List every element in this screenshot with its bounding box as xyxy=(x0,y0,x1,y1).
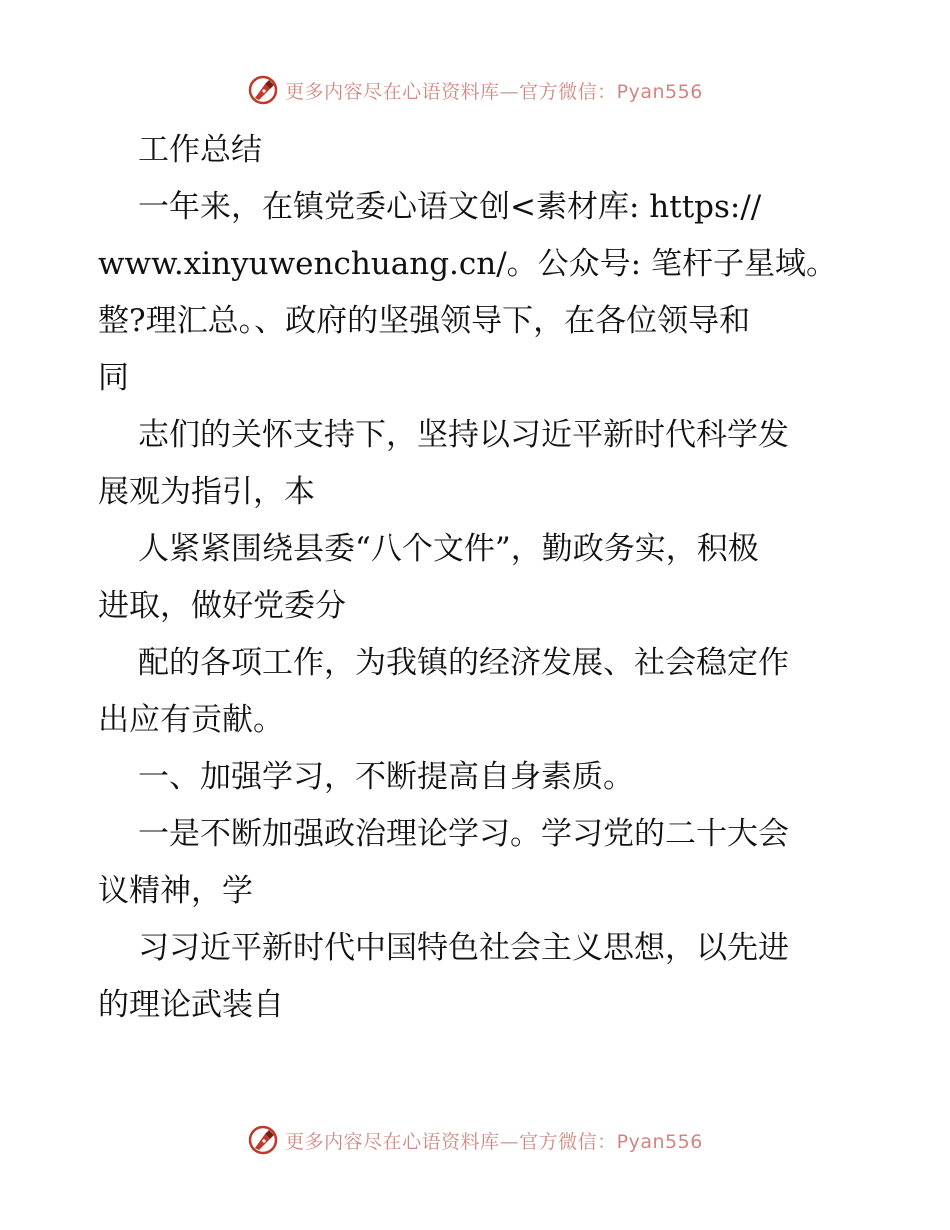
footer-banner xyxy=(0,1120,950,1160)
document-line: 一年来，在镇党委心语文创<素材库: https:// xyxy=(138,189,762,225)
document-line: www.xinyuwenchuang.cn/。公众号: 笔杆子星域。 xyxy=(98,246,837,282)
document-body xyxy=(98,122,858,1034)
banner-dash: — xyxy=(499,80,520,103)
banner-text xyxy=(285,77,703,104)
document-line: 工作总结 xyxy=(138,132,262,168)
banner-wechat: 官方微信：Pyan556 xyxy=(519,80,703,103)
banner-wechat: 官方微信：Pyan556 xyxy=(519,1130,703,1153)
document-line: 习习近平新时代中国特色社会主义思想，以先进 xyxy=(138,930,789,966)
document-line: 一、加强学习，不断提高自身素质。 xyxy=(138,759,634,795)
document-line: 整?理汇总。、政府的坚强领导下，在各位领导和 xyxy=(98,303,751,339)
document-line: 进取，做好党委分 xyxy=(98,588,346,624)
document-line: 人紧紧围绕县委“八个文件”，勤政务实，积极 xyxy=(138,531,759,567)
document-line: 志们的关怀支持下，坚持以习近平新时代科学发 xyxy=(138,417,789,453)
document-line: 同 xyxy=(98,360,129,396)
document-line: 一是不断加强政治理论学习。学习党的二十大会 xyxy=(138,816,789,852)
document-line: 展观为指引，本 xyxy=(98,474,315,510)
document-line: 议精神，学 xyxy=(98,873,253,909)
document-line: 配的各项工作，为我镇的经济发展、社会稳定作 xyxy=(138,645,789,681)
document-line: 出应有贡献。 xyxy=(98,702,284,738)
header-banner xyxy=(0,70,950,110)
banner-site-name: 更多内容尽在心语资料库 xyxy=(285,1130,500,1153)
pen-nib-logo-icon xyxy=(247,74,279,106)
banner-text xyxy=(285,1127,703,1154)
banner-site-name: 更多内容尽在心语资料库 xyxy=(285,80,500,103)
banner-dash: — xyxy=(499,1130,520,1153)
document-line: 的理论武装自 xyxy=(98,987,284,1023)
pen-nib-logo-icon xyxy=(247,1124,279,1156)
